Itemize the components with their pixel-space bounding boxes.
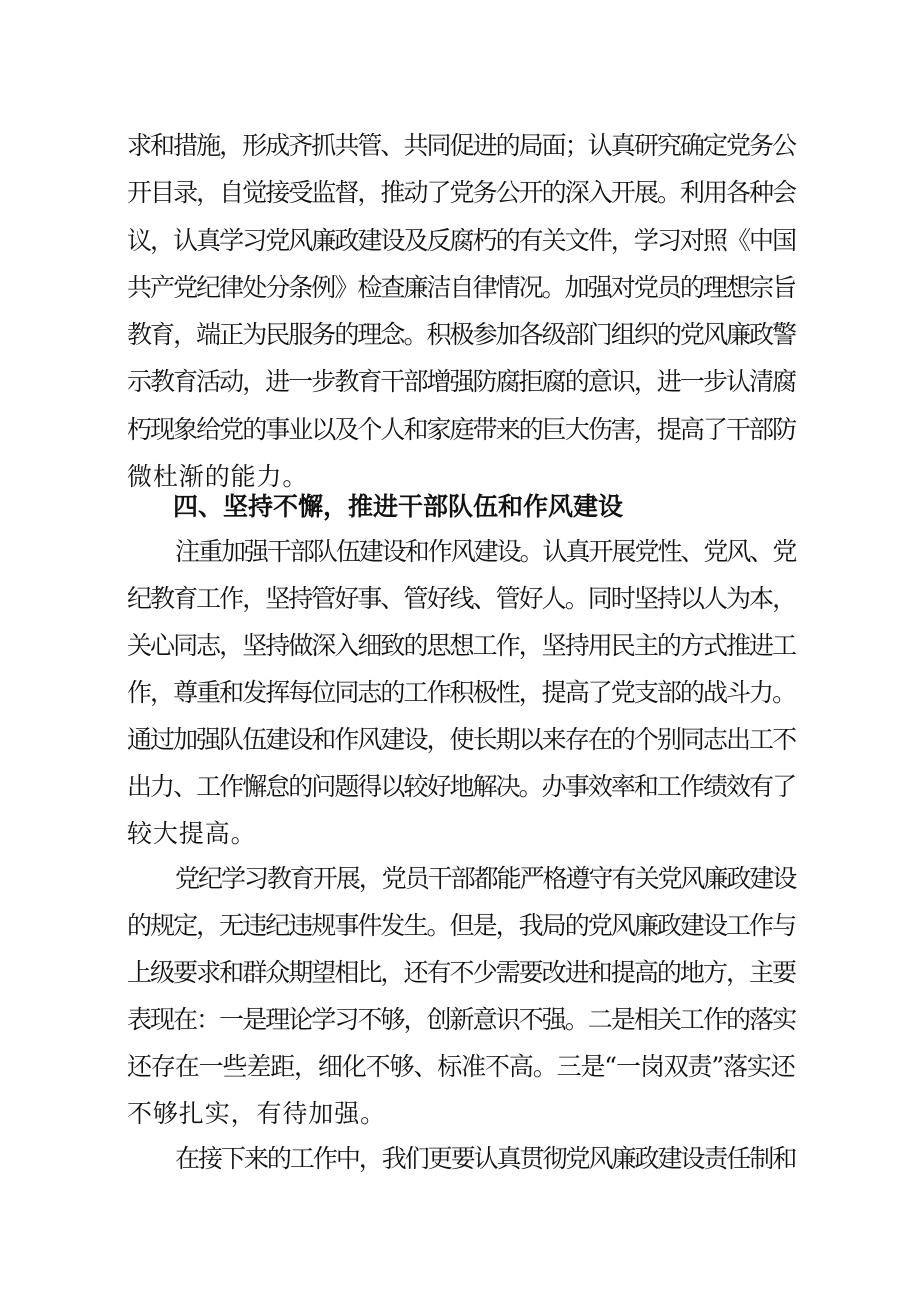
paragraph-line: 出力、工作懈怠的问题得以较好地解决。办事效率和工作绩效有了 [127, 772, 796, 801]
section-heading: 四、坚持不懈，推进干部队伍和作风建设 [173, 492, 624, 521]
paragraph-line: 纪教育工作，坚持管好事、管好线、管好人。同时坚持以人为本， [127, 584, 796, 613]
paragraph-line: 开目录，自觉接受监督，推动了党务公开的深入开展。利用各种会 [127, 178, 796, 207]
paragraph-line: 作，尊重和发挥每位同志的工作积极性，提高了党支部的战斗力。 [127, 678, 796, 707]
paragraph-line: 教育，端正为民服务的理念。积极参加各级部门组织的党风廉政警 [127, 320, 796, 349]
paragraph-line: 共产党纪律处分条例》检查廉洁自律情况。加强对党员的理想宗旨 [127, 273, 796, 302]
paragraph-line: 在接下来的工作中，我们更要认真贯彻党风廉政建设责任制和 [175, 1144, 796, 1173]
paragraph-line: 通过加强队伍建设和作风建设，使长期以来存在的个别同志出工不 [127, 725, 796, 754]
paragraph-line: 关心同志，坚持做深入细致的思想工作，坚持用民主的方式推进工 [127, 631, 796, 660]
paragraph-line: 上级要求和群众期望相比，还有不少需要改进和提高的地方，主要 [127, 958, 796, 987]
paragraph-line: 的规定，无违纪违规事件发生。但是，我局的党风廉政建设工作与 [127, 911, 796, 940]
paragraph-line: 注重加强干部队伍建设和作风建设。认真开展党性、党风、党 [175, 537, 796, 566]
paragraph-line: 不够扎实，有待加强。 [127, 1099, 387, 1128]
paragraph-line: 还存在一些差距，细化不够、标准不高。三是“一岗双责”落实还 [127, 1052, 795, 1081]
paragraph-line: 微杜渐的能力。 [127, 462, 309, 491]
paragraph-line: 议，认真学习党风廉政建设及反腐朽的有关文件，学习对照《中国 [127, 226, 796, 255]
paragraph-line: 较大提高。 [127, 819, 257, 848]
paragraph-line: 求和措施，形成齐抓共管、共同促进的局面；认真研究确定党务公 [127, 131, 796, 160]
paragraph-line: 表现在：一是理论学习不够，创新意识不强。二是相关工作的落实 [127, 1005, 796, 1034]
paragraph-line: 朽现象给党的事业以及个人和家庭带来的巨大伤害，提高了干部防 [127, 415, 796, 444]
paragraph-line: 党纪学习教育开展，党员干部都能严格遵守有关党风廉政建设 [175, 864, 796, 893]
paragraph-line: 示教育活动，进一步教育干部增强防腐拒腐的意识，进一步认清腐 [127, 367, 796, 396]
